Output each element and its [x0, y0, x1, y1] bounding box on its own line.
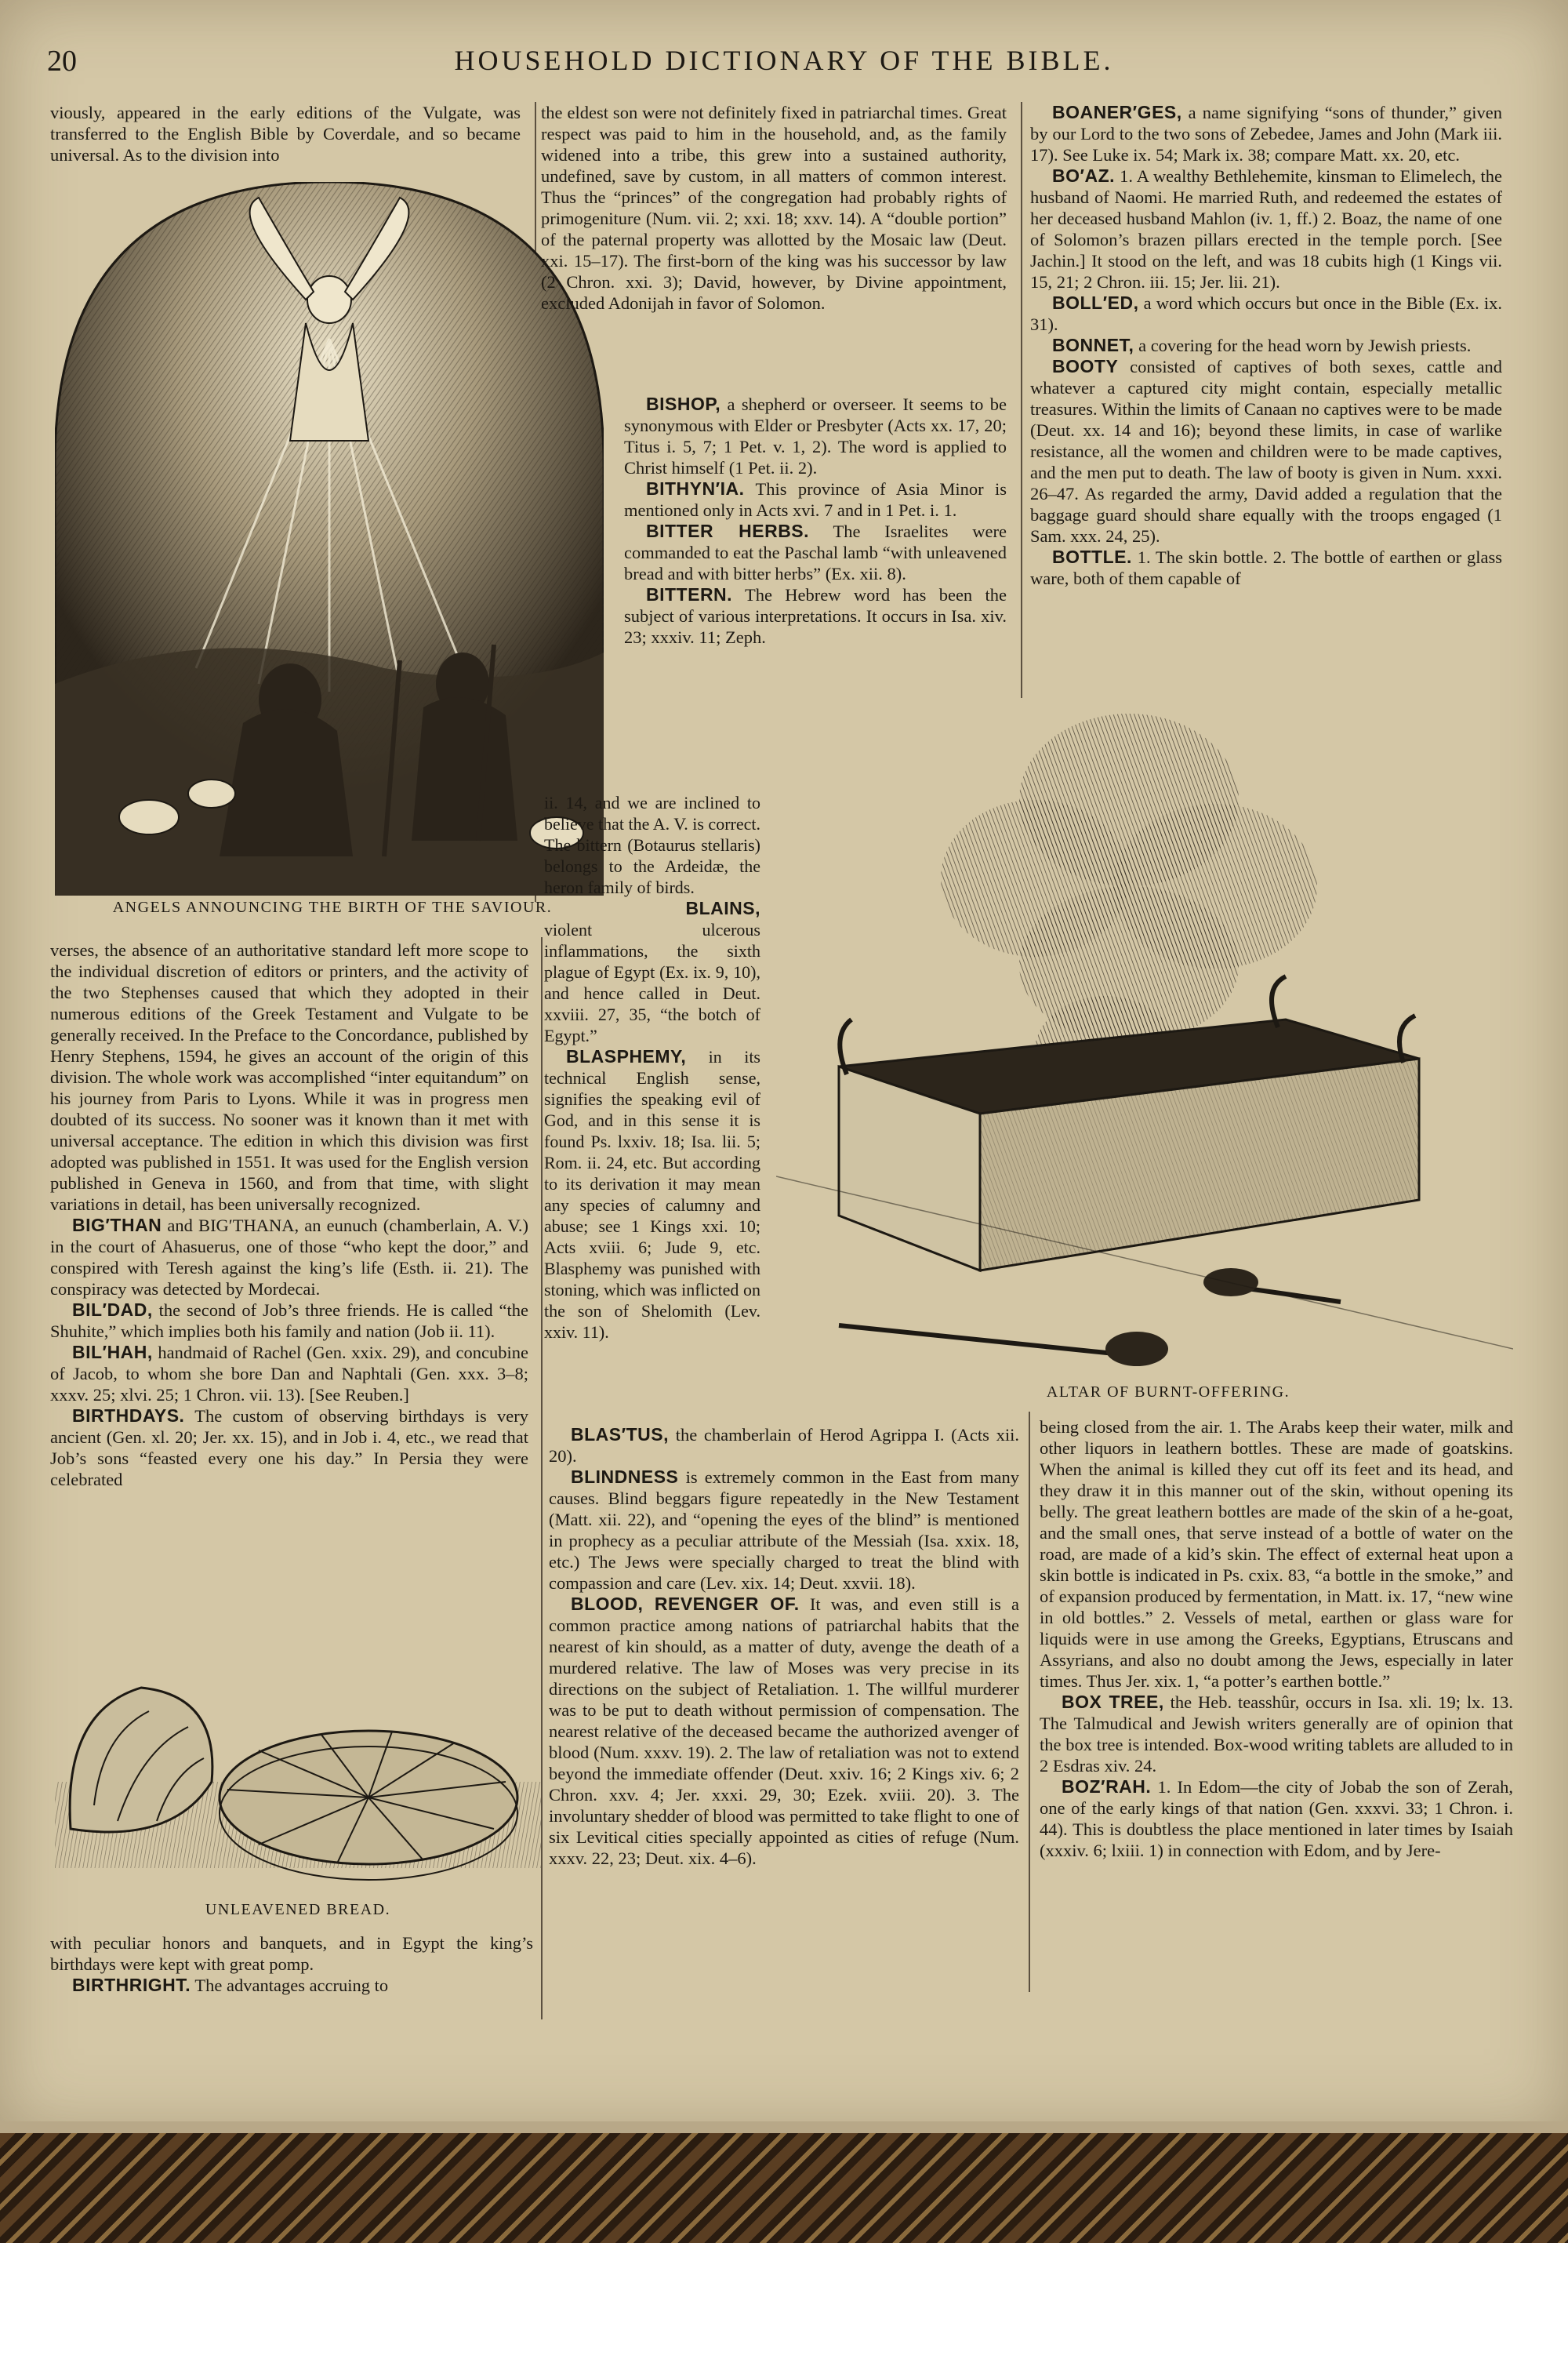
headword: BITHYN′IA. [646, 478, 745, 499]
entry-blains-headword [544, 898, 760, 919]
caption-bread: UNLEAVENED BREAD. [205, 1901, 391, 1918]
definition: a name signifying “sons of thunder,” given by our Lord to the two sons of Zebedee, James and John (Mark iii. 17). See Luke ix. 54; Mark ix. 38; compare Matt. xx. 20, etc. [1030, 103, 1502, 165]
entry-bittern [624, 584, 1007, 648]
headword: BONNET, [1052, 335, 1134, 355]
entry-bittern-cont: ii. 14, and we are inclined to believe that the A. V. is correct. The bittern (Botaurus stellaris) belongs to the Ardeidæ, the heron family of birds. [544, 793, 760, 897]
angels-illustration [55, 182, 604, 896]
headword: BIG′THAN [72, 1215, 162, 1235]
headword: BOLL′ED, [1052, 293, 1139, 313]
headword: BIL′DAD, [72, 1299, 153, 1320]
entry-bishop [624, 394, 1007, 478]
entry-boanerges [1030, 102, 1502, 165]
headword: BO′AZ. [1052, 165, 1116, 186]
definition: 1. A wealthy Bethlehemite, kinsman to Elimelech, the husband of Naomi. He married Ruth, and redeemed the estates of her deceased husband Mahlon (iv. 1, ff.) 2. Boaz, the name of one of Solomon’s brazen pillars erected in the temple porch. [See Jachin.] It stood on the left, and was 18 cubits high (1 Kings vii. 15, 21; 2 Chron. iii. 15; Jer. lii. 21). [1030, 166, 1502, 292]
entry-bithynia [624, 478, 1007, 521]
column-1-top [50, 102, 521, 165]
definition: The Israelites were commanded to eat the Paschal lamb “with unleavened bread and with bitter herbs” (Ex. xii. 8). [624, 522, 1007, 583]
entry-blindness [549, 1467, 1019, 1594]
headword: BITTERN. [646, 584, 733, 605]
definition: It was, and even still is a common practice among nations of patriarchal habits that the nearest of kin should, as a matter of duty, avenge the death of a murdered relative. The law of Moses was very precise in its directions on the subject of Retaliation. 1. The willful murderer was to be put to death without permission of compensation. The nearest relative of the deceased became the authorized avenger of blood (Num. xxxv. 19). 2. The law of retaliation was not to extend beyond the immediate offender (Deut. xxiv. 16; 2 Kings xiv. 6; 2 Chron. xxv. 4; Jer. xxxi. 29, 30; Ezek. xviii. 20). 3. The involuntary shedder of blood was permitted to take flight to one of six Levitical cities specially appointed as cities of refuge (Num. xxxv. 22, 23; Deut. xix. 4–6). [549, 1594, 1019, 1868]
column-2-narrow [544, 792, 760, 1343]
column-2-entries [624, 394, 1007, 648]
definition: This province of Asia Minor is mentioned only in Acts xvi. 7 and in 1 Pet. i. 1. [624, 479, 1007, 520]
headword: BITTER HERBS. [646, 521, 810, 541]
headword: BLAS′TUS, [571, 1424, 670, 1445]
entry-bottle-cont: being closed from the air. 1. The Arabs keep their water, milk and other liquors in leathern bottles. These are made of goatskins. When the animal is killed they cut off its feet and its head, and they draw it in this manner out of the skin, without opening its belly. The great leathern bottles are made of the skin of a he-goat, and the small ones, that serve instead of a bottle of water on the road, are made of a kid’s skin. The effect of external heat upon a skin bottle is indicated in Ps. cxix. 83, “a bottle in the smoke,” and of expansion produced by fermentation, in Matt. ix. 17, “new wine in old bottles.” 2. Vessels of metal, earthen or glass ware for liquids were in use among the Greeks, Egyptians, Etruscans and Assyrians, and also no doubt among the Jews, especially in later times. Thus Jer. xix. 1, “a potter’s earthen bottle.” [1040, 1417, 1513, 1691]
entry-bozrah [1040, 1776, 1513, 1861]
column-1-lower [50, 940, 528, 1490]
definition: 1. In Edom—the city of Jobab the son of Zerah, one of the early kings of that nation (Gen. xxxvi. 33; 1 Chron. i. 44). This is doubtless the place mentioned in later times by Isaiah (xxxiv. 6; lxiii. 1) in connection with Edom, and by Jere- [1040, 1777, 1513, 1860]
definition: the Heb. teasshûr, occurs in Isa. xli. 19; lx. 13. The Talmudical and Jewish writers generally are of opinion that the box tree is intended. Box-wood writing tablets are alluded to in 2 Esdras xiv. 24. [1040, 1692, 1513, 1776]
entry-bigthan [50, 1215, 528, 1299]
headword: BIRTHDAYS. [72, 1405, 185, 1426]
paragraph: verses, the absence of an authoritative standard left more scope to the individual discretion of editors or printers, and the activity of the two Stephenses caused that which they adopted in their numerous editions of the Greek Testament and Vulgate to be generally received. In the Preface to the Concordance, published by Henry Stephens, 1594, he gives an account of the origin of this division. The whole work was accomplished “inter equitandum” on his journey from Paris to Lyons. While it was in progress men doubted of its success. No sooner was it known than it met with universal acceptance. The edition in which this division was first adopted was published in 1551. It was used for the English version published in Geneva in 1560, and from that time, with slight variations in detail, has been universally recognized. [50, 940, 528, 1214]
definition: The custom of observing birthdays is very ancient (Gen. xl. 20; Jer. xx. 15), and in Job i. 4, etc., we read that Job’s sons “feasted every one his day.” In Persia they were celebrated [50, 1406, 528, 1489]
altar-illustration [776, 706, 1513, 1380]
column-3-lower [1040, 1416, 1513, 1861]
definition: the chamberlain of Herod Agrippa I. (Acts xii. 20). [549, 1425, 1019, 1466]
paragraph: the eldest son were not definitely fixed in patriarchal times. Great respect was paid to him in the household, and, as the family widened into a tribe, this grew into a sustained authority, undefined, save by custom, in all matters of common interest. Thus the “princes” of the congregation had probably rights of primogeniture (Num. vii. 2; xxi. 18; xxv. 14). A “double portion” of the paternal property was allotted by the Mosaic law (Deut. xxi. 15–17). The first-born of the king was his successor by law (2 Chron. xxi. 3); David, however, by Divine appointment, excluded Adonijah in favor of Solomon. [541, 103, 1007, 313]
definition: a shepherd or overseer. It seems to be synonymous with Elder or Presbyter (Acts xx. 17, 20; Titus i. 5, 7; 1 Pet. v. 1, 2). The word is applied to Christ himself (1 Pet. ii. 2). [624, 394, 1007, 478]
column-1-bottom [50, 1932, 533, 1996]
definition: in its technical English sense, signifies the speaking evil of God, and in this sense it is found Ps. lxxiv. 18; Isa. lii. 5; Rom. ii. 24, etc. But according to its derivation it may mean any species of calumny and abuse; see 1 Kings xxi. 10; Acts xviii. 6; Jude 9, etc. Blasphemy was punished with stoning, which was inflicted on the son of Shelomith (Lev. xxiv. 11). [544, 1047, 760, 1342]
entry-blood-revenger [549, 1594, 1019, 1869]
entry-bolled [1030, 293, 1502, 335]
entry-bonnet [1030, 335, 1502, 356]
entry-blasphemy [544, 1046, 760, 1343]
column-rule-2 [1021, 102, 1022, 698]
column-rule-4 [1029, 1412, 1030, 1992]
bread-illustration [55, 1664, 541, 1892]
running-title: HOUSEHOLD DICTIONARY OF THE BIBLE. [454, 45, 1114, 76]
definition: The advantages accruing to [191, 1976, 389, 1995]
definition: handmaid of Rachel (Gen. xxix. 29), and concubine of Jacob, to whom she bore Dan and Naphtali (Gen. xxx. 3–8; xxxv. 25; xlvi. 25; 1 Chron. vii. 13). [See Reuben.] [50, 1343, 528, 1405]
definition: consisted of captives of both sexes, cattle and whatever a captured city might contain, especially metallic treasures. Within the limits of Canaan no captives were to be made (Deut. xx. 14 and 16); beyond these limits, in case of warlike resistance, all the women and children were to be made captives, and the men put to death. The law of booty is given in Num. xxxi. 26–47. As regarded the army, David added a regulation that the baggage guard should share equally with the troops engaged (1 Sam. xxx. 24, 25). [1030, 357, 1502, 546]
headword: BLOOD, REVENGER OF. [571, 1594, 800, 1614]
headword: BOTTLE. [1052, 547, 1132, 567]
column-rule-3 [541, 937, 543, 2019]
column-2-top [541, 102, 1007, 314]
column-2-lower [549, 1424, 1019, 1869]
headword: BOOTY [1052, 356, 1119, 376]
entry-birthright [50, 1975, 533, 1996]
entry-bilhah [50, 1342, 528, 1405]
entry-bottle [1030, 547, 1502, 589]
entry-box-tree [1040, 1692, 1513, 1776]
definition: a covering for the head worn by Jewish priests. [1134, 336, 1472, 355]
headword: BLINDNESS [571, 1467, 679, 1487]
headword: BIL′HAH, [72, 1342, 153, 1362]
headword: BOZ′RAH. [1062, 1776, 1152, 1797]
headword: BLAINS, [685, 898, 760, 918]
paragraph: viously, appeared in the early editions of the Vulgate, was transferred to the English Bible by Coverdale, and so became universal. As to the division into [50, 103, 521, 165]
entry-birthdays-cont: with peculiar honors and banquets, and in Egypt the king’s birthdays were kept with great pomp. [50, 1933, 533, 1974]
headword: BISHOP, [646, 394, 721, 414]
headword: BIRTHRIGHT. [72, 1975, 191, 1995]
caption-angels: ANGELS ANNOUNCING THE BIRTH OF THE SAVIOUR. [112, 899, 553, 916]
entry-bitter-herbs [624, 521, 1007, 584]
page-header [47, 44, 1521, 91]
definition: the second of Job’s three friends. He is called “the Shuhite,” which implies both his family and nation (Job ii. 11). [50, 1300, 528, 1341]
headword: BOANER′GES, [1052, 102, 1182, 122]
entry-birthdays [50, 1405, 528, 1490]
column-3-top [1030, 102, 1502, 589]
entry-bildad [50, 1299, 528, 1342]
page-number: 20 [47, 45, 77, 78]
entry-blains: violent ulcerous inflammations, the sixth plague of Egypt (Ex. ix. 9, 10), and hence called in Deut. xxviii. 27, 35, “the botch of Egypt.” [544, 920, 760, 1045]
headword: BLASPHEMY, [566, 1046, 687, 1067]
entry-booty [1030, 356, 1502, 547]
definition: is extremely common in the East from many causes. Blind beggars figure repeatedly in the New Testament (Matt. xii. 22), and “opening the eyes of the blind” is mentioned in prophecy as a peculiar attribute of the Messiah (Isa. xxix. 18, etc.) The Jews were specially charged to treat the blind with compassion and care (Lev. xix. 14; Deut. xxvii. 18). [549, 1467, 1019, 1593]
headword: BOX TREE, [1062, 1692, 1164, 1712]
caption-altar: ALTAR OF BURNT-OFFERING. [1046, 1383, 1290, 1401]
definition: a word which occurs but once in the Bible (Ex. ix. 31). [1030, 293, 1502, 334]
entry-blastus [549, 1424, 1019, 1467]
book-binding [0, 2133, 1568, 2243]
definition: 1. The skin bottle. 2. The bottle of earthen or glass ware, both of them capable of [1030, 547, 1502, 588]
definition: and BIG′THANA, an eunuch (chamberlain, A. V.) in the court of Ahasuerus, one of those “who kept the door,” and conspired with Teresh against the king’s life (Esth. ii. 21). The conspiracy was detected by Mordecai. [50, 1216, 528, 1299]
definition: The Hebrew word has been the subject of various interpretations. It occurs in Isa. xiv. 23; xxxiv. 11; Zeph. [624, 585, 1007, 647]
entry-boaz [1030, 165, 1502, 293]
